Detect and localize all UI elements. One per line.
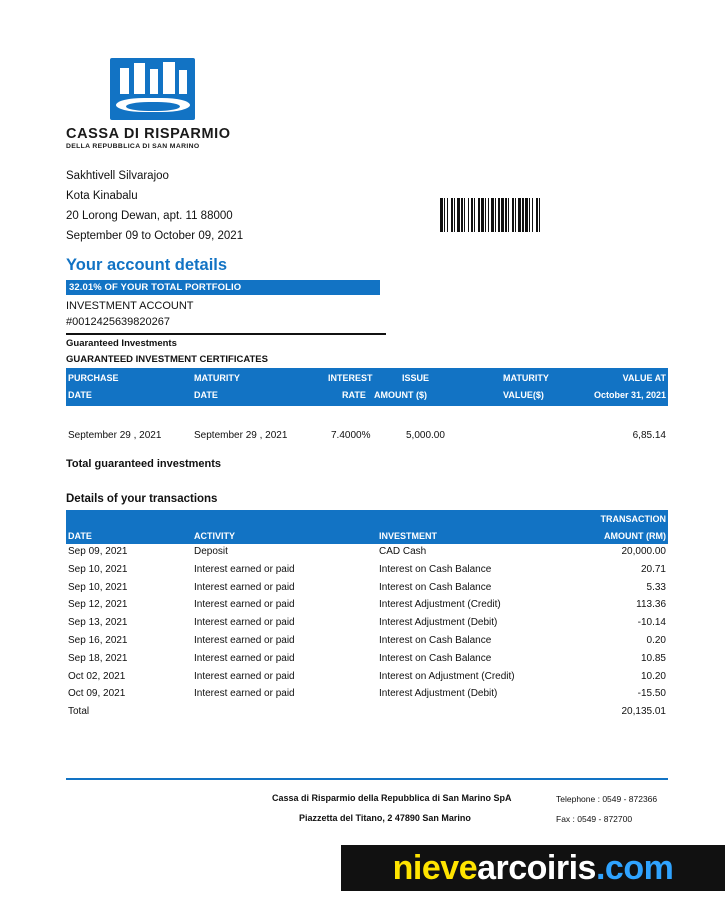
table-row xyxy=(66,615,668,633)
txn-investment: Interest on Cash Balance xyxy=(379,563,492,575)
th-investment: INVESTMENT xyxy=(379,531,438,541)
txn-activity: Interest earned or paid xyxy=(194,599,295,611)
txn-date: Sep 18, 2021 xyxy=(68,652,128,664)
gh-issue-2: AMOUNT ($) xyxy=(374,390,427,400)
txn-investment: Interest Adjustment (Debit) xyxy=(379,688,498,700)
total-guaranteed-investments-label: Total guaranteed investments xyxy=(66,458,222,470)
th-activity: ACTIVITY xyxy=(194,531,236,541)
txn-activity: Interest earned or paid xyxy=(194,617,295,629)
table-row xyxy=(66,597,668,615)
txn-amount: 20,000.00 xyxy=(621,546,666,557)
gh-valueat-2: October 31, 2021 xyxy=(593,390,666,400)
footer-divider xyxy=(66,778,668,780)
customer-name: Sakhtivell Silvarajoo xyxy=(66,170,169,182)
guaranteed-investments-label: Guaranteed Investments xyxy=(66,338,177,349)
customer-city: Kota Kinabalu xyxy=(66,190,138,202)
th-date: DATE xyxy=(68,531,92,541)
bank-name: CASSA DI RISPARMIO xyxy=(66,126,231,142)
txn-investment: Interest Adjustment (Debit) xyxy=(379,617,498,629)
table-row xyxy=(66,544,668,562)
gh-issue: ISSUE xyxy=(402,373,430,383)
transactions-total-row xyxy=(66,704,668,722)
table-row xyxy=(66,686,668,704)
txn-date: Sep 12, 2021 xyxy=(68,599,128,611)
txn-amount: 10.20 xyxy=(640,670,666,682)
watermark xyxy=(341,845,725,891)
gh-maturity: MATURITY xyxy=(194,373,240,383)
txn-date: Sep 16, 2021 xyxy=(68,634,128,646)
txn-activity: Interest earned or paid xyxy=(194,652,295,664)
gh-valueat: VALUE AT xyxy=(622,373,666,383)
txn-investment: Interest on Cash Balance xyxy=(379,581,492,593)
txn-date: Oct 02, 2021 xyxy=(68,670,126,682)
table-header xyxy=(66,368,668,406)
footer-telephone: Telephone : 0549 - 872366 xyxy=(556,794,658,804)
gr-value-at: 6,85.14 xyxy=(632,430,666,441)
bank-subtitle: DELLA REPUBBLICA DI SAN MARINO xyxy=(66,143,200,150)
footer-company: Cassa di Risparmio della Repubblica di San Marino SpA xyxy=(272,793,512,803)
table-row xyxy=(66,580,668,598)
txn-amount: -15.50 xyxy=(637,688,666,700)
gr-issue-amount: 5,000.00 xyxy=(406,430,445,441)
table-row xyxy=(66,669,668,687)
txn-date: Sep 10, 2021 xyxy=(68,581,128,593)
watermark-part3: .com xyxy=(595,848,674,887)
txn-activity: Interest earned or paid xyxy=(194,634,295,646)
gh-interest: INTEREST xyxy=(328,373,373,383)
gr-purchase-date: September 29 , 2021 xyxy=(68,430,162,441)
gh-maturity-2: DATE xyxy=(194,390,218,400)
txn-investment: Interest on Cash Balance xyxy=(379,652,492,664)
divider xyxy=(66,333,386,335)
txn-investment: Interest on Adjustment (Credit) xyxy=(379,670,515,682)
table-row xyxy=(66,633,668,651)
portfolio-banner: 32.01% OF YOUR TOTAL PORTFOLIO xyxy=(66,280,380,295)
txn-investment: Interest Adjustment (Credit) xyxy=(379,599,501,611)
txn-amount: 20.71 xyxy=(640,563,666,575)
customer-street: 20 Lorong Dewan, apt. 11 88000 xyxy=(66,210,233,222)
footer-address: Piazzetta del Titano, 2 47890 San Marino xyxy=(299,813,471,823)
gr-maturity-date: September 29 , 2021 xyxy=(194,430,288,441)
customer-address-block xyxy=(66,166,243,246)
txn-amount: 113.36 xyxy=(636,599,666,611)
txn-activity: Interest earned or paid xyxy=(194,670,295,682)
th-amount: AMOUNT (RM) xyxy=(604,531,666,541)
txn-date: Sep 09, 2021 xyxy=(68,546,128,557)
txn-amount: 0.20 xyxy=(646,634,666,646)
txn-date: Oct 09, 2021 xyxy=(68,688,126,700)
gh-purchase: PURCHASE xyxy=(68,373,119,383)
table-row xyxy=(66,651,668,669)
txn-activity: Interest earned or paid xyxy=(194,563,295,575)
th-transaction: TRANSACTION xyxy=(600,514,666,524)
watermark-part1: nieve xyxy=(392,848,478,887)
gh-mvalue-2: VALUE($) xyxy=(503,390,544,400)
total-label: Total xyxy=(68,706,90,718)
bank-skyline-wave-logo-icon xyxy=(110,58,195,120)
transactions-header-top xyxy=(66,510,668,527)
txn-activity: Interest earned or paid xyxy=(194,581,295,593)
statement-period: September 09 to October 09, 2021 xyxy=(66,230,244,242)
txn-investment: Interest on Cash Balance xyxy=(379,634,492,646)
txn-amount: 5.33 xyxy=(646,581,666,593)
txn-investment: CAD Cash xyxy=(379,546,427,557)
txn-amount: -10.14 xyxy=(637,617,666,629)
guaranteed-investments-table xyxy=(66,368,668,450)
table-row xyxy=(66,406,668,450)
footer-fax: Fax : 0549 - 872700 xyxy=(556,814,633,824)
table-row xyxy=(66,562,668,580)
gh-interest-2: RATE xyxy=(342,390,366,400)
transactions-header xyxy=(66,527,668,544)
txn-activity: Interest earned or paid xyxy=(194,688,295,700)
account-type: INVESTMENT ACCOUNT xyxy=(66,300,194,312)
barcode xyxy=(440,198,625,232)
gh-mvalue: MATURITY xyxy=(503,373,549,383)
gh-purchase-2: DATE xyxy=(68,390,92,400)
transactions-title: Details of your transactions xyxy=(66,493,218,505)
transactions-rows xyxy=(66,544,668,704)
guaranteed-certificates-label: GUARANTEED INVESTMENT CERTIFICATES xyxy=(66,354,268,365)
transactions-table xyxy=(66,510,668,722)
page-title: Your account details xyxy=(66,256,228,274)
txn-amount: 10.85 xyxy=(640,652,666,664)
txn-date: Sep 13, 2021 xyxy=(68,617,128,629)
gr-interest-rate: 7.4000% xyxy=(331,430,371,441)
bank-logo xyxy=(66,58,256,150)
watermark-part2: arcoiris xyxy=(477,848,596,887)
txn-date: Sep 10, 2021 xyxy=(68,563,128,575)
total-amount: 20,135.01 xyxy=(621,706,666,718)
account-number: #0012425639820267 xyxy=(66,316,171,328)
txn-activity: Deposit xyxy=(194,546,228,557)
